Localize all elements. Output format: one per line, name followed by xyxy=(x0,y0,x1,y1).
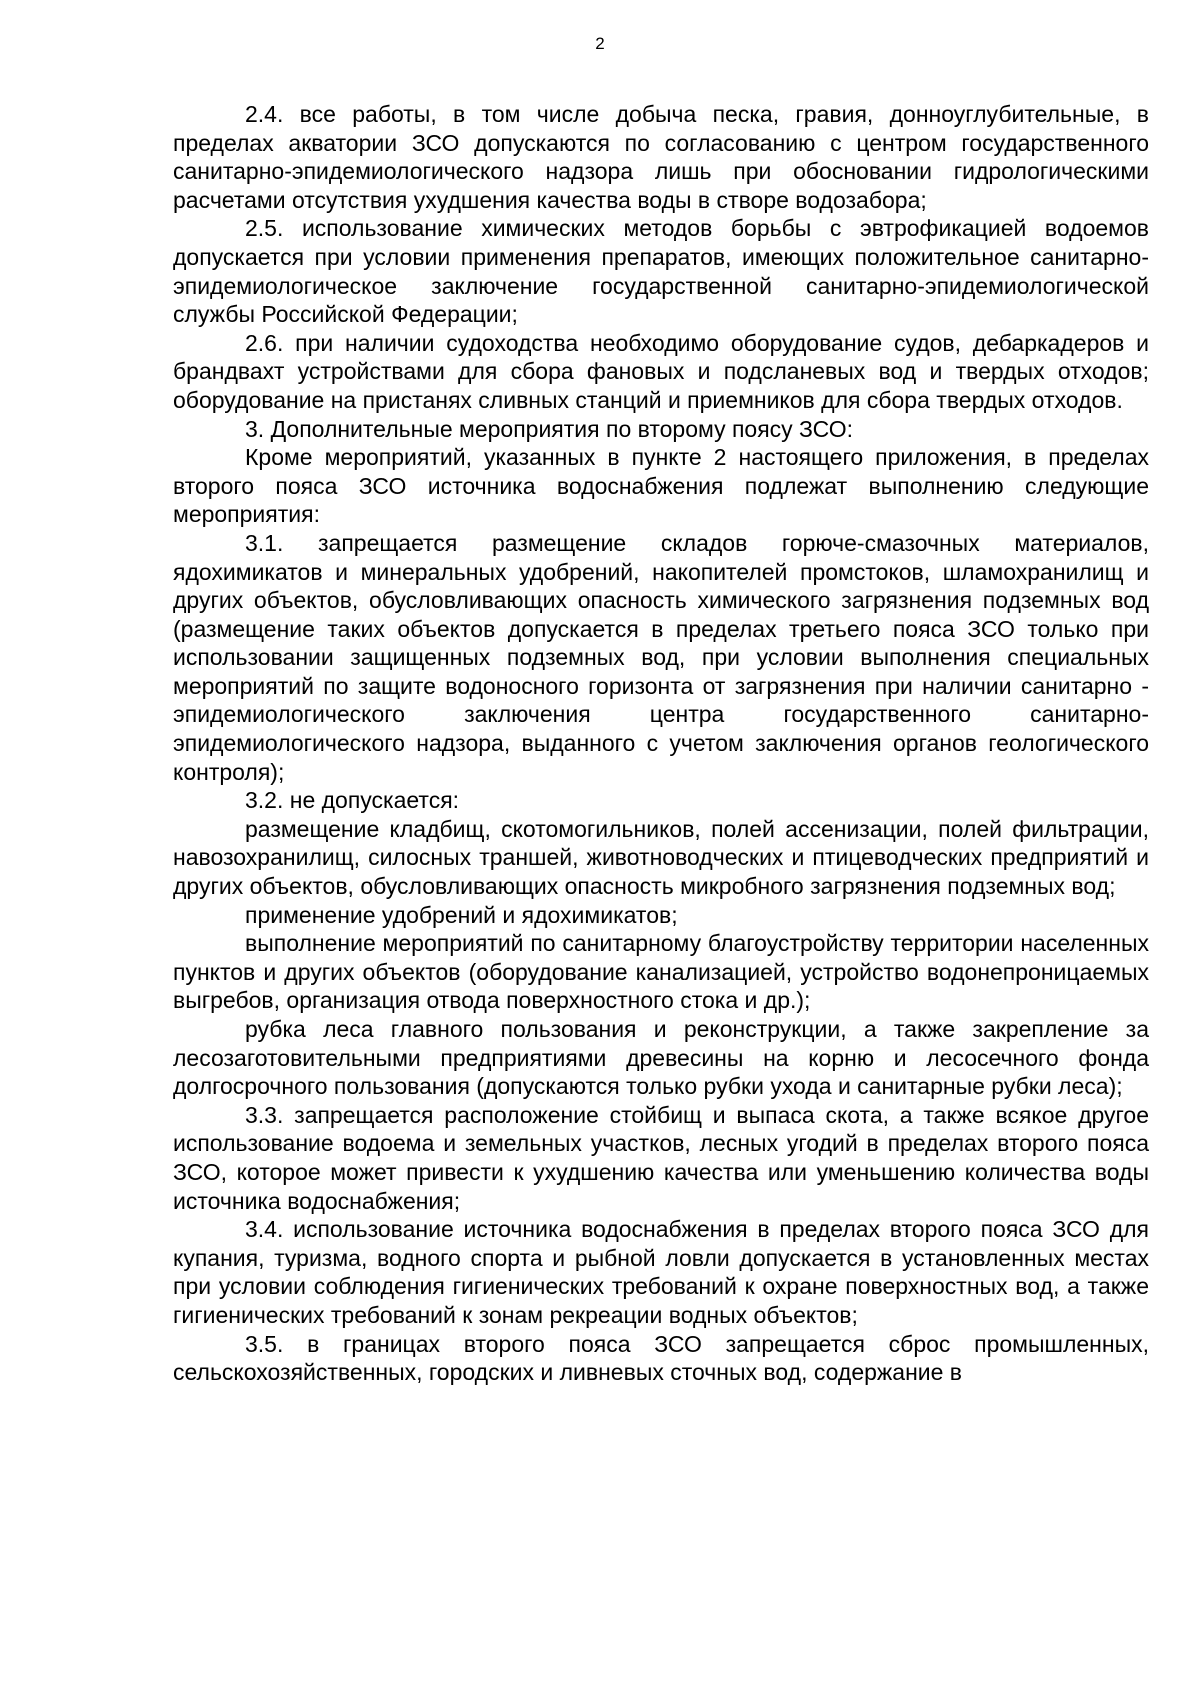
paragraph-3-1: 3.1. запрещается размещение складов горюче-смазочных материалов, ядохимикатов и минеральных удобрений, накопителей промстоков, шламохранилищ и других объектов, обусловливающих опасность химического загрязнения подземных вод (размещение таких объектов допускается в пределах третьего пояса ЗСО только при использовании защищенных подземных вод, при условии выполнения специальных мероприятий по защите водоносного горизонта от загрязнения при наличии санитарно - эпидемиологического заключения центра государственного санитарно-эпидемиологического надзора, выданного с учетом заключения органов геологического контроля); xyxy=(173,529,1149,785)
page-number: 2 xyxy=(595,34,605,53)
paragraph-3-4: 3.4. использование источника водоснабжения в пределах второго пояса ЗСО для купания, туризма, водного спорта и рыбной ловли допускается в установленных местах при условии соблюдения гигиенических требований к охране поверхностных вод, а также гигиенических требований к зонам рекреации водных объектов; xyxy=(173,1216,1149,1328)
paragraph-3-5: 3.5. в границах второго пояса ЗСО запрещается сброс промышленных, сельскохозяйственных, городских и ливневых сточных вод, содержание в xyxy=(173,1330,1149,1386)
paragraph-3-2-item-4: рубка леса главного пользования и реконструкции, а также закрепление за лесозаготовительными предприятиями древесины на корню и лесосечного фонда долгосрочного пользования (допускаются только рубки ухода и санитарные рубки леса); xyxy=(173,1016,1149,1100)
paragraph-2-5: 2.5. использование химических методов борьбы с эвтрофикацией водоемов допускается при условии применения препаратов, имеющих положительное санитарно-эпидемиологическое заключение государственной санитарно-эпидемиологической службы Российской Федерации; xyxy=(173,215,1149,328)
paragraph-2-4: 2.4. все работы, в том числе добыча песка, гравия, донноуглубительные, в пределах акватории ЗСО допускаются по согласованию с центром государственного санитарно-эпидемиологического надзора лишь при обосновании гидрологическими расчетами отсутствия ухудшения качества воды в створе водозабора; xyxy=(173,101,1149,213)
paragraph-3-2: 3.2. не допускается: xyxy=(245,787,460,814)
paragraph-2-6: 2.6. при наличии судоходства необходимо оборудование судов, дебаркадеров и брандвахт устройствами для сбора фановых и подсланевых вод и твердых отходов; оборудование на пристанях сливных станций и приемников для сбора твердых отходов. xyxy=(173,329,1149,413)
paragraph-3-3: 3.3. запрещается расположение стойбищ и выпаса скота, а также всякое другое использование водоема и земельных участков, лесных угодий в пределах второго пояса ЗСО, которое может привести к ухудшению качества или уменьшению количества воды источника водоснабжения; xyxy=(173,1101,1149,1214)
paragraph-3-2-item-2: применение удобрений и ядохимикатов; xyxy=(245,901,678,928)
section-3-heading: 3. Дополнительные мероприятия по второму поясу ЗСО: xyxy=(245,415,854,442)
paragraph-3-2-item-3: выполнение мероприятий по санитарному благоустройству территории населенных пунктов и других объектов (оборудование канализацией, устройство водонепроницаемых выгребов, организация отвода поверхностного стока и др.); xyxy=(173,930,1149,1014)
paragraph-3-2-item-1: размещение кладбищ, скотомогильников, полей ассенизации, полей фильтрации, навозохранилищ, силосных траншей, животноводческих и птицеводческих предприятий и других объектов, обусловливающих опасность микробного загрязнения подземных вод; xyxy=(173,815,1149,900)
paragraph-3-intro: Кроме мероприятий, указанных в пункте 2 настоящего приложения, в пределах второго пояса ЗСО источника водоснабжения подлежат выполнению следующие мероприятия: xyxy=(173,444,1149,528)
document-body xyxy=(173,100,1149,1387)
